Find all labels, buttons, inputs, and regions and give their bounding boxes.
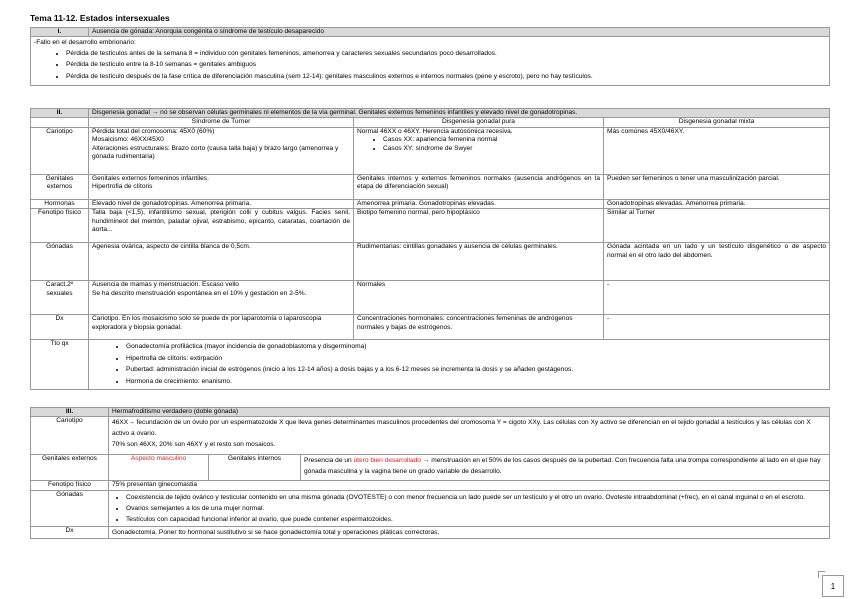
cell-line: Genitales externos femeninos infantiles. — [92, 174, 209, 182]
row-dx — [31, 315, 830, 340]
row-label: Cariotipo — [31, 417, 109, 455]
cell-line: Se ha descrito menstruación espontánea en el 10% y gestación en 2-5%. — [92, 289, 307, 297]
section-3-table — [30, 407, 830, 539]
cell-line: 70% son 46XX, 20% son 46XY y el resto son mosaicos. — [112, 441, 276, 449]
cell-internos-label: Genitales internos — [209, 455, 301, 481]
list-item: • Casos XX: apariencia femenina normal — [383, 136, 600, 144]
list-item: • Pérdida de testículo después de la fase crítica de diferenciación masculina (sem 12-14): genitales masculinos externos e internos normales (pene y escroto), pero no hay testículos. — [66, 71, 826, 83]
highlighted-text: útero bien desarrollado — [353, 457, 421, 465]
cell-internos — [301, 455, 830, 481]
cell-gonadas — [109, 490, 830, 526]
cell-pura: Rudimentarias: cintillas gonadales y ausencia de células germinales. — [354, 243, 604, 281]
page-number: 1 — [822, 575, 844, 597]
cell-mixta: Gonadotropinas elevadas. Amenorrea primaria. — [604, 199, 830, 208]
column-header: Disgenesia gonadal pura — [354, 118, 604, 127]
section-1-intro: -Fallo en el desarrollo embrionario: — [34, 39, 136, 47]
row-label: Tto qx — [31, 340, 89, 389]
cell-mixta: Más comúnes 45X0/46XY. — [604, 127, 830, 174]
row-ttoqx — [31, 340, 830, 389]
cell-ttoqx — [89, 340, 830, 389]
row-gonadas — [31, 490, 830, 526]
list-item: • Pérdida de testículos antes de la semana 8 = individuo con genitales femeninos, amenorrea y caracteres sexuales secundarios poco desarrollados. — [66, 48, 826, 60]
row-label: Dx — [31, 315, 89, 340]
section-2-header — [31, 109, 830, 118]
row-label: Genitales externos — [31, 174, 89, 199]
cell-line: Hipertrofia de clítoris — [92, 183, 153, 191]
section-3-header — [31, 408, 830, 417]
cell-turner — [89, 281, 354, 315]
section-number: I. — [31, 28, 89, 37]
list-item: • Hipertrofia de clítoris: extirpación — [126, 353, 826, 365]
column-header: Disgenesia gonadal mixta — [604, 118, 830, 127]
row-genitales — [31, 455, 830, 481]
cell-text: Presencia de un — [304, 457, 354, 465]
cell-pura: Normales — [354, 281, 604, 315]
list-item: • Pubertad: administración inicial de estrógenos (inicio a los 12-14 años) a dosis bajas y a los 6-12 meses se incrementa la dosis y se añaden gestágenos. — [126, 364, 826, 376]
cell-pura — [354, 127, 604, 174]
cell-pura: Biotipo femenino normal, pero hipoplásico — [354, 209, 604, 243]
section-title: Hermafroditismo verdadero (doble gónada) — [109, 408, 830, 417]
cell-line: Ausencia de mamas y menstruación. Escaso vello — [92, 281, 239, 289]
cell-pura: Genitales internos y externos femeninos normales (ausencia andrógenos en la etapa de diferenciación sexual) — [354, 174, 604, 199]
list-item: • Coexistencia de tejido ovárico y testicular contenido en una misma gónada (OVOTESTE) o con menor frecuencia un lado puede ser un testículo y el otro un ovario. Ovoteste intraabdominal (+frec), en el canal inguinal o en el escroto. — [126, 492, 826, 503]
row-genitales — [31, 174, 830, 199]
list-item: • Gonadectomía profiláctica (mayor incidencia de gonadoblastoma y disgerminoma) — [126, 341, 826, 353]
row-fenotipo — [31, 481, 830, 490]
row-label: Genitales externos — [31, 455, 109, 481]
section-title: Ausencia de gónada: Anorquia congénita o síndrome de testículo desaparecido — [89, 28, 830, 37]
section-1-list — [34, 48, 826, 83]
row-label: Fenotipo físico — [31, 481, 109, 490]
cell-pura: Concentraciones hormonales: concentraciones femeninas de andrógenos normales y bajas de estrógenos. — [354, 315, 604, 340]
cell-mixta: Similar al Turner — [604, 209, 830, 243]
cell-turner — [89, 174, 354, 199]
cell-mixta: - — [604, 281, 830, 315]
cell-line: Normal 46XX o 46XY. Herencia autosómica recesiva. — [357, 127, 513, 135]
row-cariotipo — [31, 417, 830, 455]
cell-text: → menstruación en el 50% de los casos después de la pubertad. Con frecuencia falta una trompa correspondiente al lado en el que hay gónada masculina y la vagina tiene un grado variable de desarrollo. — [304, 457, 821, 476]
section-1-table — [30, 27, 830, 86]
cell-turner: Elevado nivel de gonadotropinas. Amenorrea primaria. — [89, 199, 354, 208]
cell-mixta: - — [604, 315, 830, 340]
row-gonadas — [31, 243, 830, 281]
cell-pura: Amenorrea primaria. Gonadotropinas elevadas. — [354, 199, 604, 208]
cell-turner: Talla baja (<1,5), infantilismo sexual, pterigión colli y cubitus valgus. Facies senil, hundimineot del mentón, paladar ojival, estrabismo, epicanto, cataratas, coartación de aorta... — [89, 209, 354, 243]
cell-turner — [89, 127, 354, 174]
column-header: Síndrome de Turner — [89, 118, 354, 127]
list-item: • Hormona de crecimiento: enanismo. — [126, 376, 826, 388]
row-label: Caract.2º sexuales — [31, 281, 89, 315]
cell-list — [92, 341, 826, 387]
cell-dx: Gonadectomía. Poner tto hormonal sustitutivo si se hace gonadectomía total y operaciones pláticas correctoras. — [109, 526, 830, 538]
cell-mixta: Gónada acintada en un lado y un testículo disgenético o de aspecto normal en el otro lado del abdomen. — [604, 243, 830, 281]
cell-line: 46XX→ fecundación de un óvulo por un espermatozoide X que lleva genes determinantes masculinos procedentes del cromosoma Y = cigoto XXy. Las células con Xy activo se diferencian en el tejido gonadal a testículos y las células con X activo a ovario. — [112, 419, 811, 438]
section-title: Disgenesia gonadal → no se observan células germinales ni elementos de la vía germinal. Genitales externos femeninos infantiles y elevado nivel de gonadotropinas. — [89, 109, 830, 118]
cell-line: Mosaicismo: 46XX/45X0 — [92, 136, 164, 144]
list-item: • Pérdida de testículo entre la 8-10 semanas = genitales ambiguos — [66, 59, 826, 71]
cell-cariotipo — [109, 417, 830, 455]
cell-turner: Agenesia ovárica, aspecto de cintilla blanca de 0,5cm. — [89, 243, 354, 281]
row-dx — [31, 526, 830, 538]
section-1-header — [31, 28, 830, 37]
column-header-row — [31, 118, 830, 127]
cell-turner: Cariotipo. En los mosaicismo solo se puede dx por laparotomía o laparoscopia exploradora y biopsia gonadal. — [89, 315, 354, 340]
row-label: Gónadas — [31, 243, 89, 281]
section-number: II. — [31, 109, 89, 118]
cell-line: Alteraciones estructurales: Brazo corto (causa talla baja) y brazo largo (amenorrea y gónada rudimentaria) — [92, 144, 339, 161]
row-label: Fenotipo físico — [31, 209, 89, 243]
list-item: • Ovarios semejantes a los de una mujer normal. — [126, 503, 826, 514]
section-2-table — [30, 108, 830, 390]
row-caract — [31, 281, 830, 315]
cell-list — [357, 136, 600, 153]
section-number: III. — [31, 408, 109, 417]
cell-fenotipo: 75% presentan ginecomastia — [109, 481, 830, 490]
section-1-body — [31, 37, 830, 85]
row-hormonas — [31, 199, 830, 208]
row-label: Hormonas — [31, 199, 89, 208]
cell-list — [112, 492, 826, 525]
row-label: Dx — [31, 526, 109, 538]
cell-mixta: Pueden ser femeninos o tener una masculinización parcial. — [604, 174, 830, 199]
row-fenotipo — [31, 209, 830, 243]
row-label: Gónadas — [31, 490, 109, 526]
cell-aspecto-masculino: Aspecto masculino — [109, 455, 209, 481]
row-label: Cariotipo — [31, 127, 89, 174]
cell-line: Pérdida total del cromosoma: 45X0 (60%) — [92, 127, 215, 135]
page-title: Tema 11-12. Estados intersexuales — [30, 13, 170, 23]
list-item: • Testículos con capacidad funcional inferior al ovario, que puede contener espermatozoides. — [126, 514, 826, 525]
row-cariotipo — [31, 127, 830, 174]
list-item: • Casos XY: síndrome de Swyer — [383, 145, 600, 153]
empty-header-cell — [31, 118, 89, 127]
